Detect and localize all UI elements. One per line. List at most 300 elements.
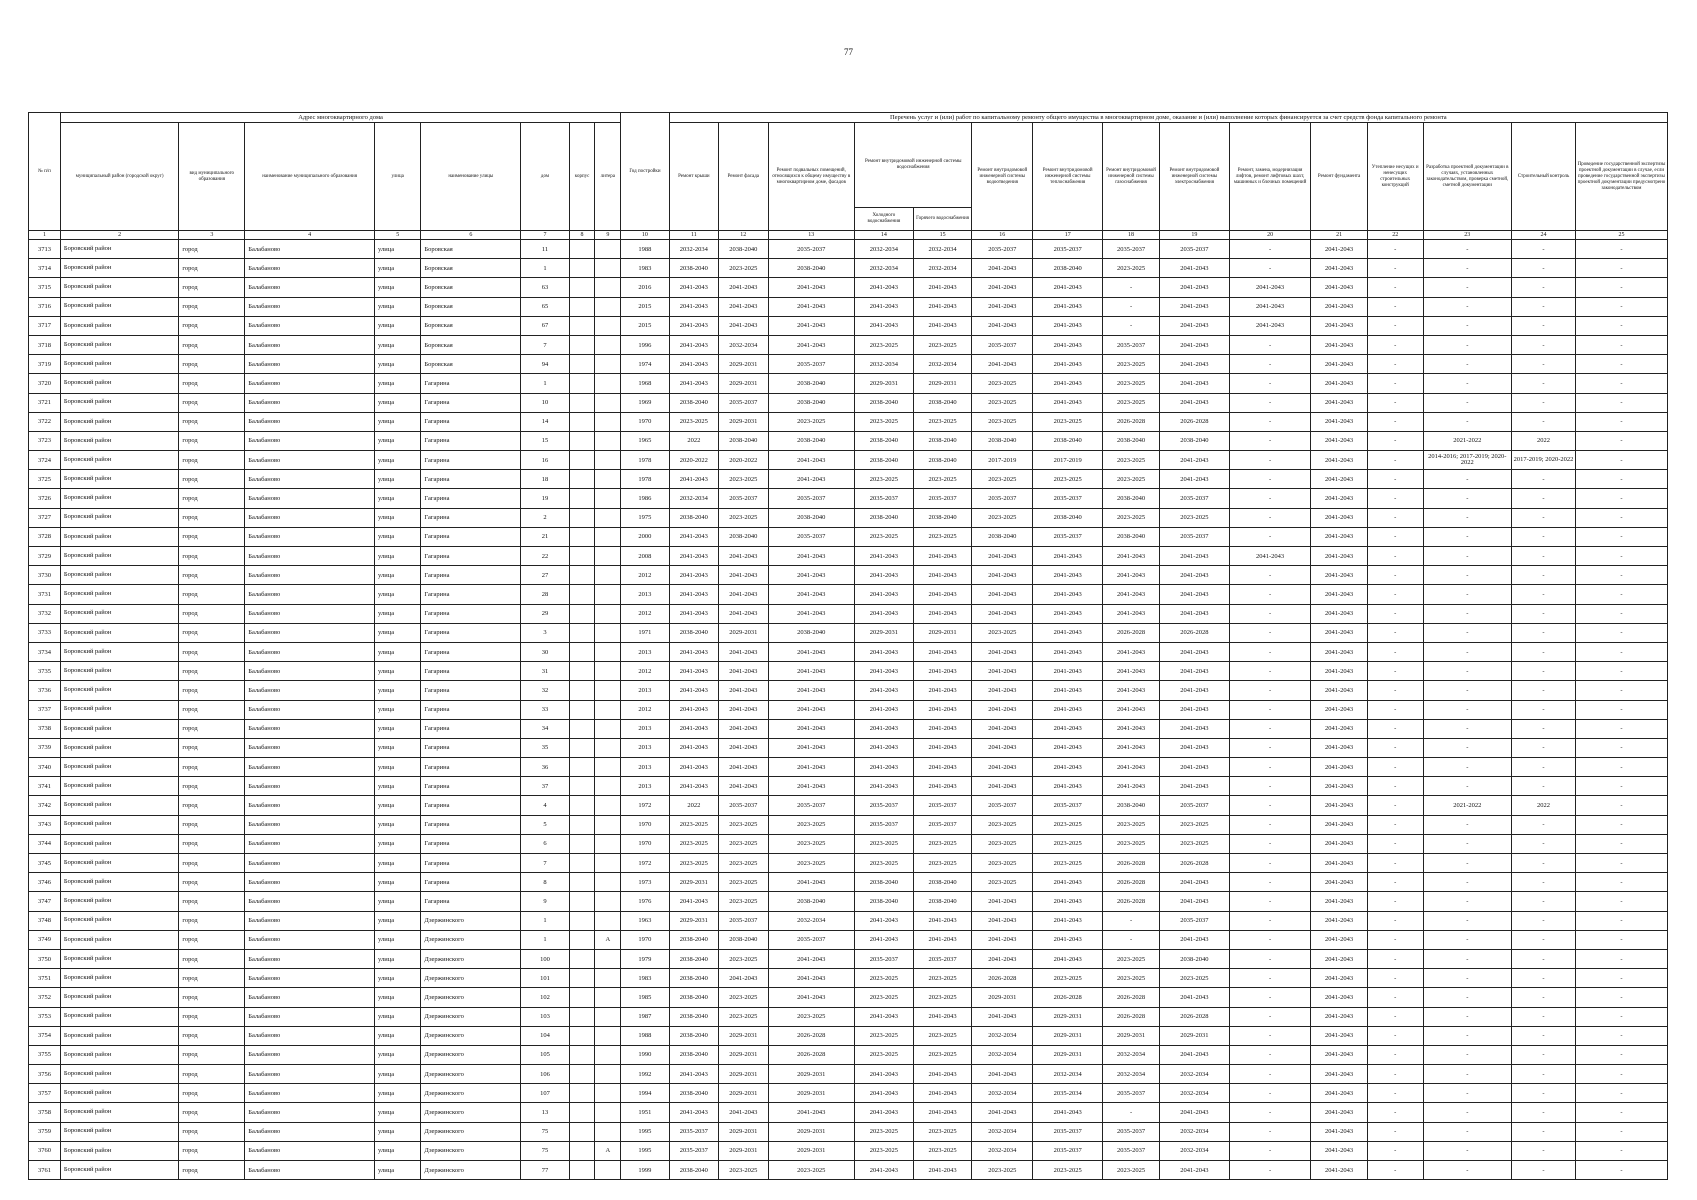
table-cell: 2041-2043 bbox=[972, 585, 1033, 604]
table-cell bbox=[595, 1065, 621, 1084]
table-cell: 2012 bbox=[621, 566, 669, 585]
table-cell: 2032-2034 bbox=[1159, 1065, 1229, 1084]
table-cell: - bbox=[1229, 527, 1310, 546]
table-cell: город bbox=[179, 854, 245, 873]
table-cell: - bbox=[1367, 1122, 1423, 1141]
table-cell: 13 bbox=[521, 1103, 569, 1122]
table-cell: улица bbox=[375, 1065, 421, 1084]
table-cell: Боровский район bbox=[60, 892, 178, 911]
table-cell: - bbox=[1367, 1141, 1423, 1160]
table-cell: 2041-2043 bbox=[1311, 604, 1368, 623]
table-cell: - bbox=[1575, 642, 1667, 661]
table-cell bbox=[595, 758, 621, 777]
table-cell: - bbox=[1512, 316, 1576, 335]
col-header-year: Год постройки bbox=[621, 113, 669, 231]
table-cell: улица bbox=[375, 451, 421, 470]
table-cell: 2023-2025 bbox=[913, 1122, 972, 1141]
table-cell: Балабаново bbox=[245, 911, 375, 930]
table-cell: 2038-2040 bbox=[669, 1161, 718, 1180]
table-cell: 2029-2031 bbox=[669, 911, 718, 930]
table-cell: Балабаново bbox=[245, 355, 375, 374]
table-cell: 2041-2043 bbox=[1311, 278, 1368, 297]
table-cell: 2023-2025 bbox=[1033, 854, 1103, 873]
table-row bbox=[29, 566, 1668, 585]
table-cell: 22 bbox=[521, 547, 569, 566]
table-cell: город bbox=[179, 508, 245, 527]
table-cell: улица bbox=[375, 719, 421, 738]
table-cell: 2041-2043 bbox=[1033, 316, 1103, 335]
table-cell: 2041-2043 bbox=[669, 527, 718, 546]
table-cell: - bbox=[1103, 930, 1160, 949]
table-cell: 2041-2043 bbox=[1159, 585, 1229, 604]
table-cell: - bbox=[1512, 297, 1576, 316]
table-cell: 2029-2031 bbox=[719, 1122, 768, 1141]
table-cell: Балабаново bbox=[245, 1141, 375, 1160]
table-cell: 2035-2037 bbox=[1159, 911, 1229, 930]
table-cell bbox=[569, 777, 595, 796]
table-cell: - bbox=[1367, 758, 1423, 777]
column-number: 11 bbox=[669, 231, 718, 240]
table-cell: 3737 bbox=[29, 700, 61, 719]
table-cell: 100 bbox=[521, 949, 569, 968]
table-cell: 3741 bbox=[29, 777, 61, 796]
table-cell: Гагарина bbox=[421, 834, 521, 853]
table-cell: 2041-2043 bbox=[768, 1103, 855, 1122]
table-cell: город bbox=[179, 566, 245, 585]
table-cell: город bbox=[179, 892, 245, 911]
table-cell bbox=[595, 1122, 621, 1141]
table-cell: 2041-2043 bbox=[1159, 738, 1229, 757]
table-cell: Дзержинского bbox=[421, 1122, 521, 1141]
table-cell: 2041-2043 bbox=[1311, 930, 1368, 949]
table-cell: 2017-2019 bbox=[1033, 451, 1103, 470]
table-cell: 2041-2043 bbox=[1033, 662, 1103, 681]
table-cell: 2041-2043 bbox=[1033, 758, 1103, 777]
table-cell: Боровский район bbox=[60, 1065, 178, 1084]
table-cell: Боровский район bbox=[60, 719, 178, 738]
table-cell: 2023-2025 bbox=[768, 834, 855, 853]
table-cell: улица bbox=[375, 374, 421, 393]
table-cell: город bbox=[179, 642, 245, 661]
column-number: 17 bbox=[1033, 231, 1103, 240]
table-cell: 2041-2043 bbox=[1033, 700, 1103, 719]
table-cell: 3726 bbox=[29, 489, 61, 508]
table-cell: 2041-2043 bbox=[1033, 585, 1103, 604]
table-cell: Боровский район bbox=[60, 1122, 178, 1141]
table-cell: - bbox=[1575, 738, 1667, 757]
table-cell: 2023-2025 bbox=[719, 873, 768, 892]
table-cell: 2041-2043 bbox=[1103, 738, 1160, 757]
table-cell: 2023-2025 bbox=[1103, 815, 1160, 834]
table-cell: - bbox=[1229, 873, 1310, 892]
table-cell: Дзержинского bbox=[421, 1084, 521, 1103]
table-cell: 2008 bbox=[621, 547, 669, 566]
table-cell: 2035-2037 bbox=[1159, 489, 1229, 508]
table-cell: 2035-2037 bbox=[1033, 240, 1103, 259]
table-cell: - bbox=[1423, 259, 1512, 278]
table-cell: 2032-2034 bbox=[768, 911, 855, 930]
table-cell: улица bbox=[375, 911, 421, 930]
table-cell: 2012 bbox=[621, 604, 669, 623]
table-cell: улица bbox=[375, 1161, 421, 1180]
table-cell: 6 bbox=[521, 834, 569, 853]
table-cell: 32 bbox=[521, 681, 569, 700]
table-cell: улица bbox=[375, 854, 421, 873]
table-cell: Балабаново bbox=[245, 1161, 375, 1180]
table-cell: Боровская bbox=[421, 259, 521, 278]
table-cell: 2041-2043 bbox=[1159, 892, 1229, 911]
table-cell: город bbox=[179, 796, 245, 815]
table-cell: Боровский район bbox=[60, 1161, 178, 1180]
table-cell: улица bbox=[375, 662, 421, 681]
table-cell: 2041-2043 bbox=[1311, 393, 1368, 412]
table-row bbox=[29, 719, 1668, 738]
table-cell bbox=[595, 566, 621, 585]
table-cell bbox=[569, 834, 595, 853]
table-cell: 2023-2025 bbox=[669, 412, 718, 431]
table-cell: 2023-2025 bbox=[768, 1007, 855, 1026]
table-cell: - bbox=[1367, 1103, 1423, 1122]
table-cell: 1972 bbox=[621, 796, 669, 815]
table-cell: 2023-2025 bbox=[719, 834, 768, 853]
table-cell: 2041-2043 bbox=[1033, 911, 1103, 930]
table-cell: - bbox=[1229, 777, 1310, 796]
table-cell: 2041-2043 bbox=[1159, 297, 1229, 316]
table-cell: 36 bbox=[521, 758, 569, 777]
table-cell: улица bbox=[375, 777, 421, 796]
table-cell: 2038-2040 bbox=[669, 1007, 718, 1026]
table-cell: 2038-2040 bbox=[768, 259, 855, 278]
table-cell: - bbox=[1512, 1103, 1576, 1122]
table-cell bbox=[569, 451, 595, 470]
table-header bbox=[29, 113, 1668, 240]
table-cell: 2032-2034 bbox=[972, 1141, 1033, 1160]
table-cell: 2041-2043 bbox=[913, 700, 972, 719]
table-cell: 2035-2037 bbox=[1033, 796, 1103, 815]
table-cell bbox=[569, 374, 595, 393]
table-cell: Боровский район bbox=[60, 470, 178, 489]
table-cell: - bbox=[1367, 949, 1423, 968]
table-cell: - bbox=[1423, 623, 1512, 642]
table-cell: 2023-2025 bbox=[1033, 470, 1103, 489]
table-cell: Боровский район bbox=[60, 815, 178, 834]
table-cell: 67 bbox=[521, 316, 569, 335]
table-cell: - bbox=[1423, 719, 1512, 738]
table-cell: 2013 bbox=[621, 777, 669, 796]
table-cell: город bbox=[179, 278, 245, 297]
table-cell: - bbox=[1367, 355, 1423, 374]
table-cell: - bbox=[1575, 815, 1667, 834]
table-cell: 3734 bbox=[29, 642, 61, 661]
column-number: 9 bbox=[595, 231, 621, 240]
table-cell: Боровский район bbox=[60, 547, 178, 566]
table-cell: - bbox=[1229, 969, 1310, 988]
table-cell: 2041-2043 bbox=[855, 316, 914, 335]
table-cell: 2041-2043 bbox=[913, 758, 972, 777]
table-cell: 2041-2043 bbox=[1159, 1045, 1229, 1064]
table-cell: 104 bbox=[521, 1026, 569, 1045]
table-cell: город bbox=[179, 1161, 245, 1180]
table-cell: улица bbox=[375, 1122, 421, 1141]
table-cell: 2026-2028 bbox=[1103, 892, 1160, 911]
table-cell: 2041-2043 bbox=[1103, 642, 1160, 661]
table-cell: Боровский район bbox=[60, 431, 178, 450]
table-cell: 2041-2043 bbox=[669, 297, 718, 316]
table-cell: - bbox=[1367, 1026, 1423, 1045]
table-cell: Гагарина bbox=[421, 681, 521, 700]
table-cell: 1970 bbox=[621, 930, 669, 949]
table-cell: 2023-2025 bbox=[913, 527, 972, 546]
table-cell: 2035-2037 bbox=[855, 815, 914, 834]
table-cell: 2029-2031 bbox=[1033, 1007, 1103, 1026]
table-cell: 2029-2031 bbox=[669, 873, 718, 892]
table-row bbox=[29, 585, 1668, 604]
table-cell: 2041-2043 bbox=[1311, 547, 1368, 566]
table-cell: 2023-2025 bbox=[972, 508, 1033, 527]
table-cell: - bbox=[1367, 527, 1423, 546]
table-cell: 2041-2043 bbox=[1311, 642, 1368, 661]
table-cell: 2041-2043 bbox=[1159, 700, 1229, 719]
table-cell: - bbox=[1367, 374, 1423, 393]
table-cell: 2041-2043 bbox=[913, 604, 972, 623]
table-cell: 2041-2043 bbox=[1033, 547, 1103, 566]
table-cell: - bbox=[1423, 700, 1512, 719]
table-cell: - bbox=[1575, 355, 1667, 374]
table-cell: улица bbox=[375, 1045, 421, 1064]
table-cell: 1976 bbox=[621, 892, 669, 911]
table-cell: улица bbox=[375, 758, 421, 777]
table-row bbox=[29, 489, 1668, 508]
table-cell: Гагарина bbox=[421, 547, 521, 566]
table-cell: 2035-2037 bbox=[719, 911, 768, 930]
table-cell: - bbox=[1229, 854, 1310, 873]
col-header-hot-water: Горячего водоснабжения bbox=[913, 208, 972, 231]
table-cell: город bbox=[179, 1065, 245, 1084]
table-cell: 2023-2025 bbox=[855, 335, 914, 354]
table-cell: - bbox=[1575, 374, 1667, 393]
table-cell: Балабаново bbox=[245, 451, 375, 470]
table-cell: город bbox=[179, 758, 245, 777]
table-cell: 2041-2043 bbox=[1159, 642, 1229, 661]
table-cell: - bbox=[1103, 278, 1160, 297]
table-cell: - bbox=[1423, 297, 1512, 316]
table-cell: улица bbox=[375, 585, 421, 604]
table-cell: 2022 bbox=[669, 431, 718, 450]
table-cell: город bbox=[179, 1122, 245, 1141]
table-cell: 2035-2037 bbox=[1033, 1122, 1103, 1141]
table-cell: 2020-2022 bbox=[719, 451, 768, 470]
table-cell: город bbox=[179, 738, 245, 757]
table-cell: 2041-2043 bbox=[972, 949, 1033, 968]
table-cell: город bbox=[179, 1026, 245, 1045]
table-cell bbox=[569, 316, 595, 335]
table-cell: 2041-2043 bbox=[855, 1065, 914, 1084]
col-header-num: № п/п bbox=[29, 113, 61, 231]
table-cell: - bbox=[1575, 527, 1667, 546]
table-cell bbox=[595, 451, 621, 470]
table-cell: 2041-2043 bbox=[719, 1103, 768, 1122]
table-cell: 2035-2037 bbox=[768, 796, 855, 815]
table-cell: Балабаново bbox=[245, 1026, 375, 1045]
table-cell: 2035-2037 bbox=[913, 489, 972, 508]
table-cell: - bbox=[1575, 604, 1667, 623]
table-cell: 2026-2028 bbox=[1103, 1007, 1160, 1026]
table-cell: Боровский район bbox=[60, 489, 178, 508]
table-cell: 28 bbox=[521, 585, 569, 604]
table-cell: 2041-2043 bbox=[913, 911, 972, 930]
table-cell: 106 bbox=[521, 1065, 569, 1084]
table-cell: А bbox=[595, 930, 621, 949]
table-cell bbox=[595, 240, 621, 259]
table-cell: 2023-2025 bbox=[719, 1161, 768, 1180]
table-cell: - bbox=[1423, 738, 1512, 757]
table-cell: 2023-2025 bbox=[719, 892, 768, 911]
table-cell: город bbox=[179, 547, 245, 566]
table-cell: 2041-2043 bbox=[1311, 700, 1368, 719]
table-cell: Дзержинского bbox=[421, 1007, 521, 1026]
table-cell: 2023-2025 bbox=[1159, 969, 1229, 988]
table-cell: улица bbox=[375, 547, 421, 566]
table-cell: 2041-2043 bbox=[1311, 623, 1368, 642]
table-cell: город bbox=[179, 335, 245, 354]
table-cell: - bbox=[1423, 335, 1512, 354]
table-cell: 2038-2040 bbox=[913, 451, 972, 470]
table-cell: город bbox=[179, 297, 245, 316]
table-cell: город bbox=[179, 451, 245, 470]
col-header-street-type: улица bbox=[375, 123, 421, 231]
table-cell: 2041-2043 bbox=[1033, 873, 1103, 892]
table-cell: 2041-2043 bbox=[913, 719, 972, 738]
table-cell bbox=[595, 892, 621, 911]
table-cell: - bbox=[1229, 988, 1310, 1007]
table-cell: 2026-2028 bbox=[768, 1045, 855, 1064]
table-cell: - bbox=[1512, 547, 1576, 566]
table-cell: 2041-2043 bbox=[1103, 758, 1160, 777]
table-cell: 2041-2043 bbox=[1159, 681, 1229, 700]
table-cell: Боровская bbox=[421, 278, 521, 297]
table-cell: 2041-2043 bbox=[1159, 393, 1229, 412]
table-cell: 2029-2031 bbox=[719, 355, 768, 374]
column-number: 10 bbox=[621, 231, 669, 240]
table-cell: - bbox=[1575, 873, 1667, 892]
table-cell: 3749 bbox=[29, 930, 61, 949]
table-cell: - bbox=[1229, 700, 1310, 719]
table-cell: 2041-2043 bbox=[1311, 911, 1368, 930]
table-cell: - bbox=[1575, 892, 1667, 911]
table-cell: город bbox=[179, 374, 245, 393]
table-cell bbox=[595, 527, 621, 546]
column-number: 24 bbox=[1512, 231, 1576, 240]
table-cell: 2026-2028 bbox=[1033, 988, 1103, 1007]
table-cell bbox=[569, 1026, 595, 1045]
table-cell: 2041-2043 bbox=[855, 719, 914, 738]
table-cell: 2023-2025 bbox=[1103, 834, 1160, 853]
table-cell: 2041-2043 bbox=[1103, 777, 1160, 796]
table-cell: Боровский район bbox=[60, 278, 178, 297]
column-number: 22 bbox=[1367, 231, 1423, 240]
table-row bbox=[29, 873, 1668, 892]
table-cell: Боровский район bbox=[60, 1103, 178, 1122]
table-cell: 2035-2037 bbox=[855, 949, 914, 968]
table-cell: 2035-2037 bbox=[669, 1122, 718, 1141]
table-cell: 2023-2025 bbox=[719, 508, 768, 527]
table-cell bbox=[595, 642, 621, 661]
table-cell bbox=[595, 585, 621, 604]
table-cell bbox=[569, 758, 595, 777]
table-cell: город bbox=[179, 815, 245, 834]
table-cell: - bbox=[1423, 815, 1512, 834]
table-cell: 2029-2031 bbox=[913, 374, 972, 393]
table-cell: - bbox=[1229, 393, 1310, 412]
table-cell: - bbox=[1423, 681, 1512, 700]
table-cell: 2029-2031 bbox=[768, 1141, 855, 1160]
table-cell: 2016 bbox=[621, 278, 669, 297]
table-cell: улица bbox=[375, 412, 421, 431]
column-number-row bbox=[29, 231, 1668, 240]
table-cell: 16 bbox=[521, 451, 569, 470]
table-cell: 3723 bbox=[29, 431, 61, 450]
table-cell: 2038-2040 bbox=[1103, 796, 1160, 815]
table-cell: 2023-2025 bbox=[1033, 412, 1103, 431]
column-number: 8 bbox=[569, 231, 595, 240]
table-cell bbox=[569, 662, 595, 681]
table-cell: 2041-2043 bbox=[1311, 240, 1368, 259]
table-cell bbox=[569, 854, 595, 873]
table-cell: - bbox=[1575, 681, 1667, 700]
table-cell: - bbox=[1575, 1065, 1667, 1084]
table-cell: 37 bbox=[521, 777, 569, 796]
table-cell: Боровский район bbox=[60, 700, 178, 719]
table-cell: 2029-2031 bbox=[719, 1141, 768, 1160]
table-cell: 2023-2025 bbox=[913, 988, 972, 1007]
table-cell: город bbox=[179, 431, 245, 450]
table-cell: 2041-2043 bbox=[719, 662, 768, 681]
table-cell: 2041-2043 bbox=[972, 662, 1033, 681]
table-cell: 2035-2037 bbox=[1103, 240, 1160, 259]
table-cell bbox=[569, 738, 595, 757]
table-cell: 2035-2037 bbox=[1033, 1141, 1103, 1160]
table-cell: 2041-2043 bbox=[669, 662, 718, 681]
table-cell: улица bbox=[375, 1084, 421, 1103]
table-cell: - bbox=[1512, 777, 1576, 796]
table-cell: 2041-2043 bbox=[719, 738, 768, 757]
table-cell: 2038-2040 bbox=[669, 1084, 718, 1103]
table-cell: 3717 bbox=[29, 316, 61, 335]
table-row bbox=[29, 854, 1668, 873]
table-cell: 2017-2019 bbox=[972, 451, 1033, 470]
table-row bbox=[29, 988, 1668, 1007]
table-cell: Гагарина bbox=[421, 873, 521, 892]
table-cell: 2041-2043 bbox=[855, 930, 914, 949]
table-cell: 2041-2043 bbox=[972, 259, 1033, 278]
column-number: 5 bbox=[375, 231, 421, 240]
table-cell: - bbox=[1103, 297, 1160, 316]
table-cell: 2041-2043 bbox=[1159, 451, 1229, 470]
table-cell: 1973 bbox=[621, 873, 669, 892]
table-cell: 2041-2043 bbox=[1311, 815, 1368, 834]
table-cell: 2041-2043 bbox=[768, 988, 855, 1007]
table-cell: - bbox=[1367, 988, 1423, 1007]
table-cell: Дзержинского bbox=[421, 949, 521, 968]
column-number: 21 bbox=[1311, 231, 1368, 240]
table-cell: - bbox=[1512, 854, 1576, 873]
table-cell bbox=[569, 393, 595, 412]
table-cell: 9 bbox=[521, 892, 569, 911]
table-cell: - bbox=[1423, 930, 1512, 949]
table-cell: - bbox=[1512, 527, 1576, 546]
table-cell: 2023-2025 bbox=[719, 949, 768, 968]
table-cell: 3746 bbox=[29, 873, 61, 892]
